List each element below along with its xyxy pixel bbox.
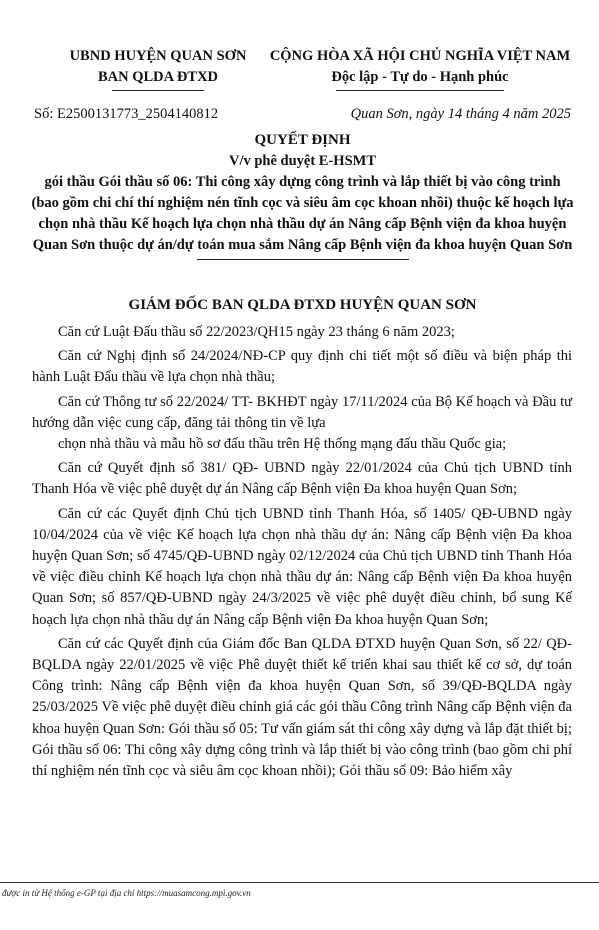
paragraph: chọn nhà thầu và mẫu hồ sơ đấu thầu trên Hệ thống mạng đấu thầu Quốc gia;: [58, 436, 507, 453]
place-date: Quan Sơn, ngày 14 tháng 4 năm 2025: [350, 106, 571, 122]
director-heading: GIÁM ĐỐC BAN QLDA ĐTXD HUYỆN QUAN SƠN: [128, 297, 477, 313]
issuing-agency: [48, 46, 268, 91]
motto-line-2: Độc lập - Tự do - Hạnh phúc: [331, 69, 509, 85]
document-body: [32, 322, 572, 785]
agency-underline: [112, 90, 204, 91]
motto-line-1: CỘNG HÒA XÃ HỘI CHỦ NGHĨA VIỆT NAM: [269, 48, 571, 64]
motto-underline: [336, 90, 504, 91]
document-number: Số: E2500131773_2504140812: [34, 106, 219, 122]
national-motto: [255, 46, 585, 91]
decision-title: [30, 130, 575, 260]
paragraph: Căn cứ Thông tư số 22/2024/ TT- BKHĐT ngày 17/11/2024 của Bộ Kế hoạch và Đầu tư hướng dẫn việc cung cấp, đăng tải thông tin về lựa: [32, 393, 572, 431]
title-underline: [197, 259, 409, 260]
agency-line-2: BAN QLDA ĐTXD: [97, 69, 219, 85]
agency-line-1: UBND HUYỆN QUAN SƠN: [69, 48, 247, 64]
decision-heading: QUYẾT ĐỊNH: [254, 132, 351, 148]
paragraph: Căn cứ các Quyết định của Giám đốc Ban QLDA ĐTXD huyện Quan Sơn, số 22/ QĐ-BQLDA ngày 22/01/2025 về việc Phê duyệt thiết kế triển khai sau thiết kế cơ sở, dự toán Công trình: Nâng cấp Bệnh viện đa khoa huyện Quan Sơn, số 39/QĐ-BQLDA ngày 25/03/2025 Về việc phê duyệt điều chỉnh giá các gói thầu Công trình Nâng cấp Bệnh viện đa khoa huyện Quan Sơn: Gói thầu số 05: Tư vấn giám sát thi công xây dựng và lắp đặt thiết bị; Gói thầu số 06: Thi công xây dựng công trình và lắp thiết bị vào công trình (bao gồm chi phí thí nghiệm nén tĩnh cọc và siêu âm cọc khoan nhồi); Gói thầu số 09: Bảo hiểm xây: [32, 635, 572, 780]
footer-divider: [0, 882, 599, 883]
decision-subject: gói thầu Gói thầu số 06: Thi công xây dựng công trình và lắp thiết bị vào công trình (bao gồm chi chí thí nghiệm nén tĩnh cọc và siêu âm cọc khoan nhồi) thuộc kế hoạch lựa chọn nhà thầu Kế hoạch lựa chọn nhà thầu dự án Nâng cấp Bệnh viện đa khoa huyện Quan Sơn thuộc dự án/dự toán mua sắm Nâng cấp Bệnh viện đa khoa huyện Quan Sơn: [31, 174, 574, 253]
footer-note: được in từ Hệ thống e-GP tại địa chỉ https://muasamcong.mpi.gov.vn: [2, 888, 251, 898]
paragraph: Căn cứ Luật Đấu thầu số 22/2023/QH15 ngày 23 tháng 6 năm 2023;: [58, 324, 455, 340]
paragraph: Căn cứ Quyết định số 381/ QĐ- UBND ngày 22/01/2024 của Chủ tịch UBND tỉnh Thanh Hóa về việc phê duyệt dự án Nâng cấp Bệnh viện Đa khoa huyện Quan Sơn;: [32, 460, 572, 498]
paragraph: Căn cứ các Quyết định Chủ tịch UBND tỉnh Thanh Hóa, số 1405/ QĐ-UBND ngày 10/04/2024 của về việc Kế hoạch lựa chọn nhà thầu dự án: Nâng cấp Bệnh viện Đa khoa huyện Quan Sơn; số 4745/QĐ-UBND ngày 02/12/2024 của Chủ tịch UBND tỉnh Thanh Hóa về việc điều chỉnh Kế hoạch lựa chọn nhà thầu dự án: Nâng cấp Bệnh viện Đa khoa huyện Quan Sơn; số 857/QĐ-UBND ngày 24/3/2025 về việc phê duyệt điều chỉnh, bổ sung Kế hoạch lựa chọn nhà thầu dự án Nâng cấp Bệnh viện Đa khoa huyện Quan Sơn;: [32, 505, 572, 628]
paragraph: Căn cứ Nghị định số 24/2024/NĐ-CP quy định chi tiết một số điều và biện pháp thi hành Luật Đấu thầu về lựa chọn nhà thầu;: [32, 348, 572, 386]
decision-subheading: V/v phê duyệt E-HSMT: [228, 153, 377, 169]
